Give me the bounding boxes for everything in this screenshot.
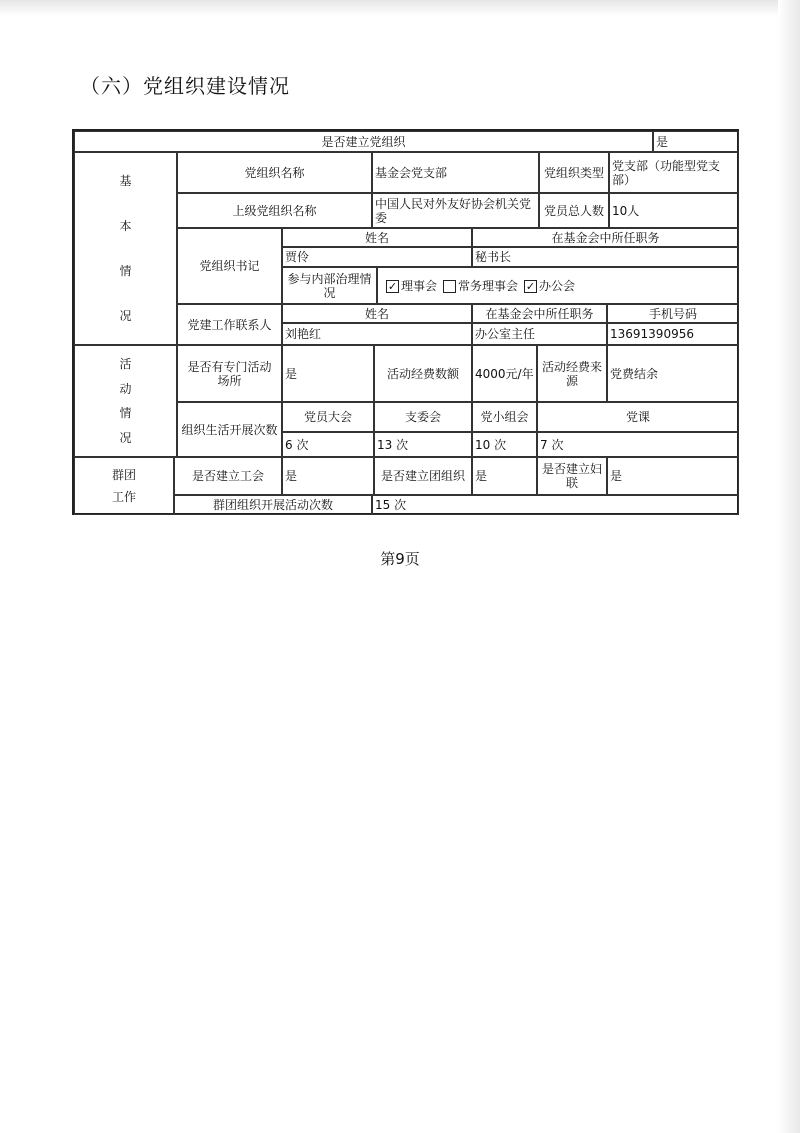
contact-phone-value: 13691390956 xyxy=(607,323,739,345)
governance-label: 参与内部治理情况 xyxy=(282,267,377,304)
contact-position-header: 在基金会中所任职务 xyxy=(472,304,607,323)
secretary-name-value: 贾伶 xyxy=(282,247,472,267)
basic-side-char-4: 况 xyxy=(119,308,132,323)
branch-committee-header: 支委会 xyxy=(374,402,472,432)
page-number: 第9页 xyxy=(380,550,420,568)
mass-activities-value: 15 次 xyxy=(372,495,739,515)
scan-edge-top xyxy=(0,0,800,16)
mass-org-side-label xyxy=(74,457,174,515)
womens-federation-value: 是 xyxy=(607,457,739,495)
contact-phone-header: 手机号码 xyxy=(607,304,739,323)
checkbox-office-meeting-checked[interactable]: ✓ xyxy=(525,280,536,293)
youth-league-value: 是 xyxy=(472,457,537,495)
funds-source-value: 党费结余 xyxy=(607,345,739,402)
party-congress-count: 6 次 xyxy=(282,432,374,457)
established-label: 是否建立党组织 xyxy=(74,131,653,152)
party-group-count: 10 次 xyxy=(472,432,537,457)
member-count-value: 10人 xyxy=(609,193,739,228)
basic-side-char-2: 本 xyxy=(119,219,132,234)
womens-federation-label: 是否建立妇联 xyxy=(537,457,607,495)
org-name-label: 党组织名称 xyxy=(177,152,372,193)
venue-label: 是否有专门活动场所 xyxy=(177,345,282,402)
activity-side-char-1: 活 xyxy=(119,357,132,372)
org-name-value: 基金会党支部 xyxy=(372,152,539,193)
funds-source-label: 活动经费来源 xyxy=(537,345,607,402)
party-group-header: 党小组会 xyxy=(472,402,537,432)
secretary-position-value: 秘书长 xyxy=(472,247,739,267)
union-value: 是 xyxy=(282,457,374,495)
org-type-value: 党支部（功能型党支部） xyxy=(609,152,739,193)
secretary-position-header: 在基金会中所任职务 xyxy=(472,228,739,247)
party-org-form xyxy=(72,129,739,515)
mass-side-line-1: 群团 xyxy=(111,468,136,482)
governance-options xyxy=(377,267,739,304)
party-lecture-header: 党课 xyxy=(537,402,739,432)
contact-label: 党建工作联系人 xyxy=(177,304,282,345)
checkbox-board-checked[interactable]: ✓ xyxy=(387,280,398,293)
contact-position-value: 办公室主任 xyxy=(472,323,607,345)
mass-side-line-2: 工作 xyxy=(111,490,136,504)
funds-value: 4000元/年 xyxy=(472,345,537,402)
branch-committee-count: 13 次 xyxy=(374,432,472,457)
secretary-label: 党组织书记 xyxy=(177,228,282,304)
union-label: 是否建立工会 xyxy=(174,457,282,495)
youth-league-label: 是否建立团组织 xyxy=(374,457,472,495)
secretary-name-header: 姓名 xyxy=(282,228,472,247)
party-congress-header: 党员大会 xyxy=(282,402,374,432)
party-lecture-count: 7 次 xyxy=(537,432,739,457)
venue-value: 是 xyxy=(282,345,374,402)
established-value: 是 xyxy=(653,131,739,152)
option-standing-board-label: 常务理事会 xyxy=(458,278,519,293)
section-title: （六）党组织建设情况 xyxy=(80,74,290,98)
activity-side-label xyxy=(74,345,177,457)
option-board-label: 理事会 xyxy=(401,278,438,293)
superior-org-value: 中国人民对外友好协会机关党委 xyxy=(372,193,539,228)
contact-name-header: 姓名 xyxy=(282,304,472,323)
funds-label: 活动经费数额 xyxy=(374,345,472,402)
contact-name-value: 刘艳红 xyxy=(282,323,472,345)
mass-activities-label: 群团组织开展活动次数 xyxy=(174,495,372,515)
activity-side-char-3: 情 xyxy=(119,406,132,421)
activity-side-char-2: 动 xyxy=(119,381,132,396)
basic-side-char-3: 情 xyxy=(119,263,132,278)
org-life-label: 组织生活开展次数 xyxy=(177,402,282,457)
checkbox-standing-board[interactable] xyxy=(443,280,456,293)
basic-info-side-label xyxy=(74,152,177,345)
basic-side-char-1: 基 xyxy=(119,174,132,189)
superior-org-label: 上级党组织名称 xyxy=(177,193,372,228)
org-type-label: 党组织类型 xyxy=(539,152,609,193)
activity-side-char-4: 况 xyxy=(119,430,132,445)
option-office-meeting-label: 办公会 xyxy=(539,278,576,293)
member-count-label: 党员总人数 xyxy=(539,193,609,228)
